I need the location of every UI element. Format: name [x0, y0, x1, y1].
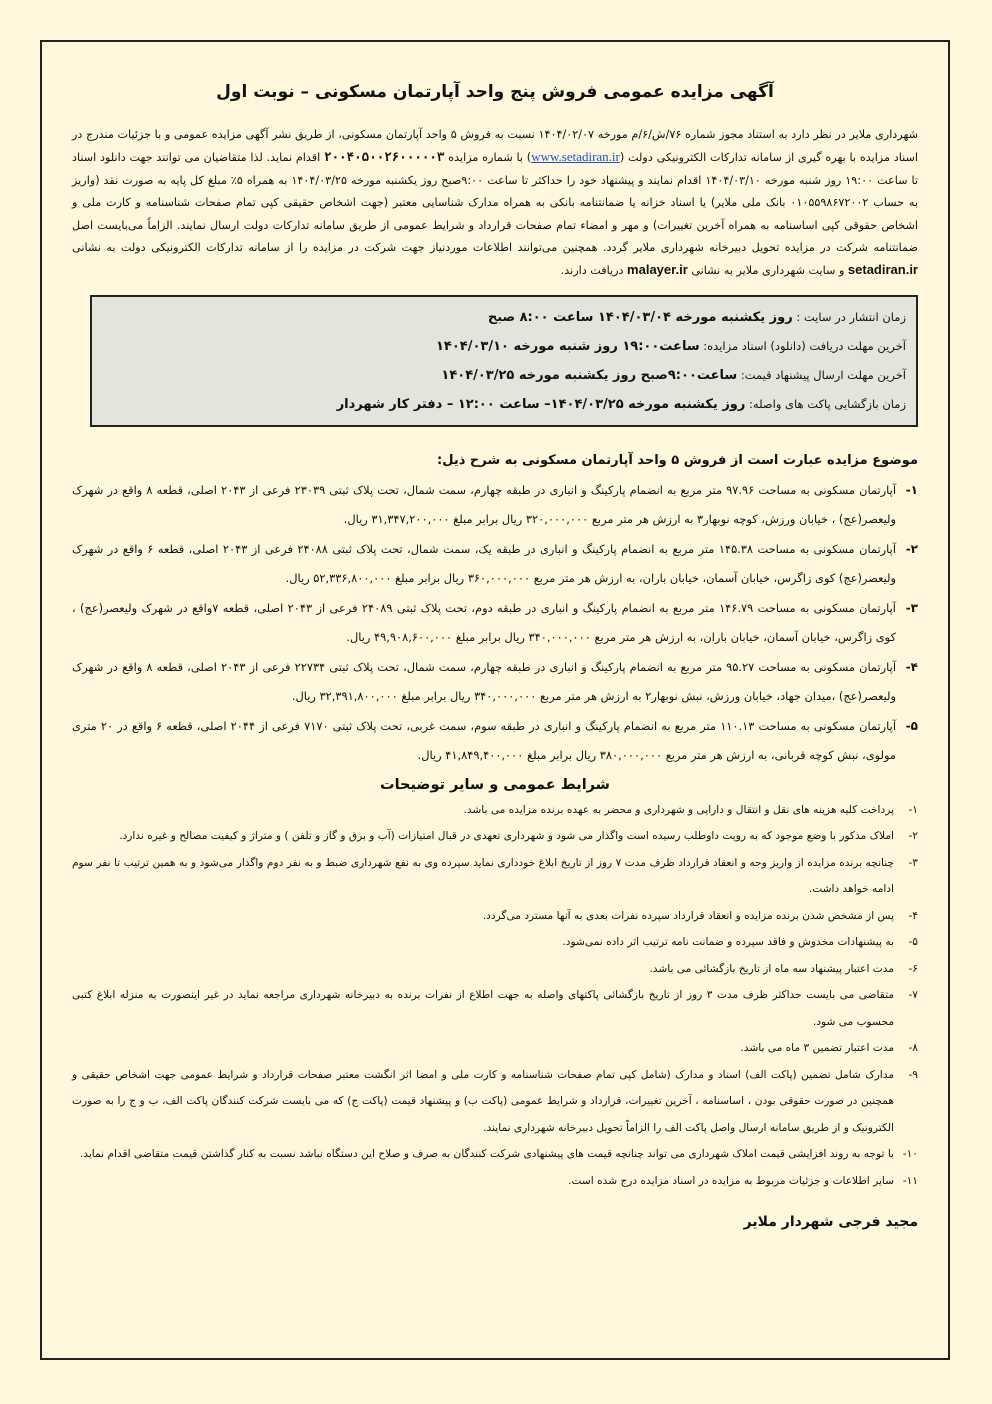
intro-text-5: دریافت دارند. — [560, 264, 628, 278]
item-number: ۸- — [908, 1042, 918, 1055]
intro-text-2: ) با شماره مزایده — [444, 151, 532, 165]
item-number: ۳- — [905, 600, 918, 615]
list-item — [72, 535, 918, 594]
subject-title: موضوع مزایده عبارت است از فروش ۵ واحد آپارتمان مسکونی به شرح ذیل: — [437, 452, 918, 468]
malayer-domain: malayer.ir — [627, 262, 688, 278]
item-number: ۴- — [905, 659, 918, 674]
item-text: متقاضی می بایست حداکثر ظرف مدت ۳ روز از تاریخ بازگشائی پاکتهای واصله به جهت اطلاع از نفرات برنده به دبیرخانه شهرداری مراجعه نماید در غیر اینصورت به منزله ابلاغ کتبی محسوب می شود. — [72, 989, 894, 1028]
item-text: آپارتمان مسکونی به مساحت ۱۴۶.۷۹ متر مربع به انضمام پارکینگ و انباری در طبقه دوم، تحت پلاک ثبتی ۲۴۰۸۹ فرعی از ۲۰۴۳ اصلی، قطعه ۷واقع در شهرک ولیعصر(عج) ، کوی زاگرس، خیابان آسمان، خیابان باران، به ارزش هر متر مربع ۳۴۰,۰۰۰,۰۰۰ ریال برابر مبلغ ۴۹,۹۰۸,۶۰۰,۰۰۰ ریال. — [72, 600, 896, 645]
item-number: ۵- — [905, 718, 918, 733]
item-text: مدارک شامل تضمین (پاکت الف) اسناد و مدارک (شامل کپی تمام صفحات شناسنامه و کارت ملی و امضا اثر انگشت معتبر صفحات قرارداد و شرایط عمومی جهت اشخاص حقیقی و همچنین در صورت حقوقی بودن ، اساسنامه ، آخرین تغییرات، قرارداد و شرایط عمومی (پاکت ب) و پیشنهاد قیمت (پاکت ج) که می بایست شرکت کنندگان پاکت الف، ب و ج را به صورت الکترونیک و از طریق سامانه ارسال واصل پاکت الف را الزاماً تحویل دبیرخانه شهرداری نمایند. — [72, 1068, 894, 1134]
schedule-value: روز یکشنبه مورخه ۱۴۰۴/۰۳/۰۴ ساعت ۸:۰۰ صبح — [487, 309, 793, 325]
schedule-value: ساعت۹:۰۰صبح روز یکشنبه مورخه ۱۴۰۴/۰۳/۲۵ — [441, 367, 738, 383]
schedule-label: زمان انتشار در سایت : — [792, 309, 906, 324]
schedule-label: آخرین مهلت ارسال پیشنهاد قیمت: — [737, 367, 906, 382]
item-number: ۹- — [908, 1068, 918, 1081]
intro-text-1: شهرداری ملایر در نظر دارد به استناد مجوز شماره ۷۶/ش/۶/م مورخه ۱۴۰۴/۰۲/۰۷ نسبت به فروش ۵ واحد آپارتمان مسکونی، از طریق نشر آگهی مزایده عمومی و با جزئیات مندرج در اسناد مزایده با بهره گیری از سامانه تدارکات الکترونیکی دولت ( — [72, 128, 919, 165]
schedule-row — [102, 332, 906, 361]
notice-title: آگهی مزایده عمومی فروش پنج واحد آپارتمان مسکونی – نوبت اول — [216, 82, 774, 102]
schedule-value: روز یکشنبه مورخه ۱۴۰۴/۰۳/۲۵– ساعت ۱۲:۰۰ – دفتر کار شهردار — [336, 396, 746, 412]
item-number: ۴- — [908, 909, 918, 922]
list-item — [72, 850, 918, 903]
item-text: مدت اعتبار پیشنهاد سه ماه از تاریخ بازگشائی می باشد. — [649, 962, 894, 975]
item-number: ۵- — [908, 936, 918, 949]
intro-paragraph — [72, 124, 918, 283]
item-text: آپارتمان مسکونی به مساحت ۹۷.۹۶ متر مربع به انضمام پارکینگ و انباری در طبقه چهارم، سمت شمال، تحت پلاک ثبتی ۲۳۰۳۹ فرعی از ۲۰۴۳ اصلی، قطعه ۸ واقع در شهرک ولیعصر(عج) ، خیابان ورزش، کوچه نوبهار۳ به ارزش هر متر مربع ۳۲۰,۰۰۰,۰۰۰ ریال برابر مبلغ ۳۱,۳۴۷,۲۰۰,۰۰۰ ریال. — [72, 482, 896, 527]
item-text: آپارتمان مسکونی به مساحت ۱۱۰.۱۳ متر مربع به انضمام پارکینگ و انباری در طبقه سوم، سمت غربی، تحت پلاک ثبتی ۷۱۷۰ فرعی از ۲۰۴۴ اصلی، قطعه ۶ واقع در ۲۰ متری مولوی، نبش کوچه قربانی، به ارزش هر متر مربع ۳۸۰,۰۰۰,۰۰۰ ریال برابر مبلغ ۴۱,۸۴۹,۴۰۰,۰۰۰ ریال. — [72, 718, 896, 763]
list-item — [72, 797, 918, 824]
schedule-label: زمان بازگشایی پاکت های واصله: — [745, 396, 906, 411]
item-number: ۱۰- — [902, 1148, 918, 1161]
list-item — [72, 1062, 918, 1142]
list-item — [72, 956, 918, 983]
item-number: ۶- — [908, 962, 918, 975]
schedule-label: آخرین مهلت دریافت (دانلود) اسناد مزایده: — [699, 338, 906, 353]
intro-text-3: اقدام نماید. لذا متقاضیان می توانند جهت دانلود اسناد تا ساعت ۱۹:۰۰ روز شنبه مورخه ۱۴۰۴/۰۳/۱۰ اقدام نمایند و پیشنهاد خود را حداکثر تا ساعت ۹:۰۰صبح روز یکشنبه مورخه ۱۴۰۴/۰۳/۲۵ به همراه ۵٪ مبلغ کل پایه به صورت نقد (واریز به حساب ۰۱۰۵۵۹۸۶۷۲۰۰۲ بانک ملی ملایر) یا اسناد خزانه یا ضمانتنامه بانکی به همراه مدارک شناسایی معتبر (جهت اشخاص حقیقی کپی تمام صفحات شناسنامه و کارت ملی و اشخاص حقوقی کپی اساسنامه به همراه آخرین تغییرات) و مهر و امضاء تمام صفحات قرارداد و شرایط عمومی از طریق سامانه تدارکات دولت ارسال نمایند. الزاماً می‌بایست اصل ضمانتنامه شرکت در مزایده تحویل دبیرخانه شهرداری ملایر گردد. همچنین می‌توانند اطلاعات موردنیاز جهت شرکت در مزایده را از سامانه تدارکات الکترونیکی دولت به نشانی — [72, 151, 919, 255]
signature: مجید فرجی شهردار ملایر — [743, 1214, 918, 1231]
item-text: پس از مشخص شدن برنده مزایده و انعقاد قرارداد سپرده نفرات بعدی به آنها مسترد می‌گردد. — [482, 909, 894, 922]
schedule-value: ساعت۱۹:۰۰ روز شنبه مورخه ۱۴۰۴/۰۳/۱۰ — [436, 338, 700, 354]
list-item — [72, 903, 918, 930]
item-text: مدت اعتبار تضمین ۳ ماه می باشد. — [740, 1042, 894, 1055]
item-number: ۱- — [905, 482, 918, 497]
schedule-row — [102, 303, 906, 332]
auction-number: ۲۰۰۴۰۵۰۰۲۶۰۰۰۰۰۳ — [324, 149, 445, 165]
list-item — [72, 929, 918, 956]
item-text: املاک مذکور با وضع موجود که به رویت داوطلب رسیده است واگذار می شود و شهرداری تعهدی در قبال امتیازات (آب و برق و گاز و تلفن ) و متراژ و کیفیت مصالح و غیره ندارد. — [119, 830, 894, 843]
list-item — [72, 1141, 918, 1168]
item-number: ۳- — [908, 856, 918, 869]
intro-text-4: و سایت شهرداری ملایر به نشانی — [687, 264, 848, 278]
item-text: با توجه به روند افزایشی قیمت املاک شهرداری می تواند چنانچه قیمت های پیشنهادی شرکت کنندگان به صرف و صلاح این دستگاه نباشد نسبت به کنار گذاشتن قیمت متقاضی اقدام نماید. — [79, 1148, 894, 1161]
item-text: آپارتمان مسکونی به مساحت ۹۵.۲۷ متر مربع به انضمام پارکینگ و انباری در طبقه چهارم، سمت شمال، تحت پلاک ثبتی ۲۲۷۳۴ فرعی از ۲۰۴۳ اصلی، قطعه ۸ واقع در شهرک ولیعصر(عج) ،میدان جهاد، خیابان ورزش، نبش نوبهار۲ به ارزش هر متر مربع ۳۴۰,۰۰۰,۰۰۰ ریال برابر مبلغ ۳۲,۳۹۱,۸۰۰,۰۰۰ ریال. — [72, 659, 896, 704]
setad-domain: setadiran.ir — [847, 262, 918, 278]
list-item — [72, 1035, 918, 1062]
schedule-row — [102, 390, 906, 419]
item-number: ۱۱- — [902, 1174, 918, 1187]
item-text: چنانچه برنده مزایده از واریز وجه و انعقاد قرارداد ظرف مدت ۷ روز از تاریخ ابلاغ خودداری نماید سپرده وی به نفع شهرداری ضبط و به نفر دوم واگذار می‌شود و به همین ترتیب تا نفر سوم ادامه خواهد داشت. — [72, 856, 894, 896]
schedule-row — [102, 361, 906, 390]
item-number: ۷- — [908, 989, 918, 1002]
units-list — [72, 476, 918, 771]
list-item — [72, 653, 918, 712]
item-number: ۲- — [908, 830, 918, 843]
item-text: سایر اطلاعات و جزئیات مربوط به مزایده در اسناد مزایده درج شده است. — [568, 1174, 894, 1187]
list-item — [72, 982, 918, 1035]
list-item — [72, 1168, 918, 1195]
item-text: آپارتمان مسکونی به مساحت ۱۴۵.۳۸ متر مربع به انضمام پارکینگ و انباری در طبقه یک، سمت شمال، تحت پلاک ثبتی ۲۴۰۸۸ فرعی از ۲۰۴۳ اصلی، قطعه ۶ واقع در شهرک ولیعصر(عج) کوی زاگرس، خیابان آسمان، خیابان باران، به ارزش هر متر مربع ۳۶۰,۰۰۰,۰۰۰ ریال برابر مبلغ ۵۲,۳۳۶,۸۰۰,۰۰۰ ریال. — [72, 541, 896, 586]
item-number: ۱- — [908, 803, 918, 816]
conditions-title: شرایط عمومی و سایر توضیحات — [380, 776, 610, 793]
list-item — [72, 594, 918, 653]
item-text: به پیشنهادات مخدوش و فاقد سپرده و ضمانت نامه ترتیب اثر داده نمی‌شود. — [562, 936, 894, 949]
setadiran-link[interactable]: www.setadiran.ir — [531, 149, 620, 165]
item-text: پرداخت کلیه هزینه های نقل و انتقال و دارایی و شهرداری و محضر به عهده برنده مزایده می باشد. — [463, 803, 894, 816]
list-item — [72, 712, 918, 771]
conditions-list — [72, 797, 918, 1195]
list-item — [72, 476, 918, 535]
list-item — [72, 823, 918, 850]
notice-frame — [40, 40, 950, 1360]
schedule-box — [90, 295, 918, 427]
item-number: ۲- — [905, 541, 918, 556]
